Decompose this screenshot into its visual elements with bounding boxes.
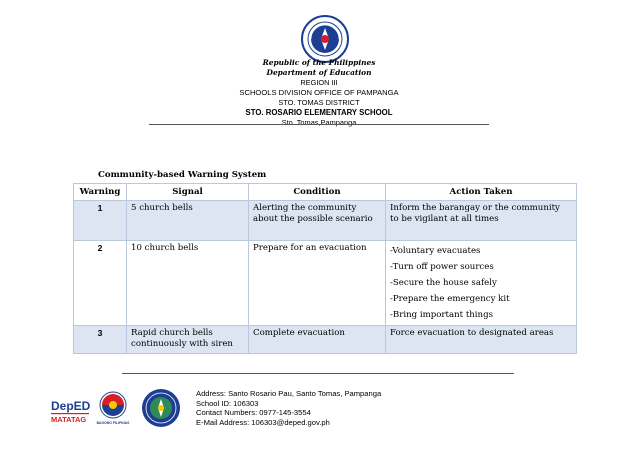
warning-system-table xyxy=(73,183,577,354)
deped-matatag-logo xyxy=(50,397,90,427)
school-name: STO. ROSARIO ELEMENTARY SCHOOL xyxy=(245,108,393,117)
signal-cell: Rapid church bells continuously with siren xyxy=(127,326,249,354)
header-divider xyxy=(149,124,489,125)
action-cell: Inform the barangay or the community to be vigilant at all times xyxy=(386,201,577,241)
action-cell: -Voluntary evacuates -Turn off power sources -Secure the house safely -Prepare the emergency kit -Bring important things xyxy=(386,241,577,326)
warning-number: 1 xyxy=(74,201,127,241)
footer-contact xyxy=(196,389,381,427)
school-seal-logo xyxy=(141,388,181,428)
department-line: Department of Education xyxy=(266,68,372,77)
header-signal: Signal xyxy=(127,184,249,201)
header-condition: Condition xyxy=(249,184,386,201)
division-line: SCHOOLS DIVISION OFFICE OF PAMPANGA xyxy=(239,88,399,97)
table-row xyxy=(74,201,577,241)
region-line: REGION III xyxy=(300,78,338,87)
svg-text:DepED: DepED xyxy=(51,399,90,413)
table-row xyxy=(74,241,577,326)
signal-cell: 10 church bells xyxy=(127,241,249,326)
table-row xyxy=(74,326,577,354)
deped-seal-logo xyxy=(300,14,350,64)
footer-contact-numbers: Contact Numbers: 0977-145-3554 xyxy=(196,408,311,417)
svg-text:MATATAG: MATATAG xyxy=(51,415,87,424)
warning-number: 3 xyxy=(74,326,127,354)
town-line: Sto. Tomas,Pampanga xyxy=(281,118,357,127)
footer-school-id: School ID: 106303 xyxy=(196,398,259,408)
condition-cell: Prepare for an evacuation xyxy=(249,241,386,326)
header-warning: Warning xyxy=(74,184,127,201)
header-action-taken: Action Taken xyxy=(386,184,577,201)
condition-cell: Complete evacuation xyxy=(249,326,386,354)
condition-cell: Alerting the community about the possible scenario xyxy=(249,201,386,241)
letterhead xyxy=(0,58,638,128)
action-cell: Force evacuation to designated areas xyxy=(386,326,577,354)
footer-divider xyxy=(122,373,514,374)
section-title: Community-based Warning System xyxy=(98,170,267,180)
warning-number: 2 xyxy=(74,241,127,326)
republic-line: Republic of the Philippines xyxy=(262,58,376,67)
svg-text:BAGONG PILIPINAS: BAGONG PILIPINAS xyxy=(96,421,130,425)
table-header-row xyxy=(74,184,577,201)
signal-cell: 5 church bells xyxy=(127,201,249,241)
footer-email: E-Mail Address: 106303@deped.gov.ph xyxy=(196,417,330,427)
footer-address: Address: Santo Rosario Pau, Santo Tomas, Pampanga xyxy=(196,389,382,398)
district-line: STO. TOMAS DISTRICT xyxy=(278,98,360,107)
bagong-pilipinas-logo xyxy=(94,389,132,427)
